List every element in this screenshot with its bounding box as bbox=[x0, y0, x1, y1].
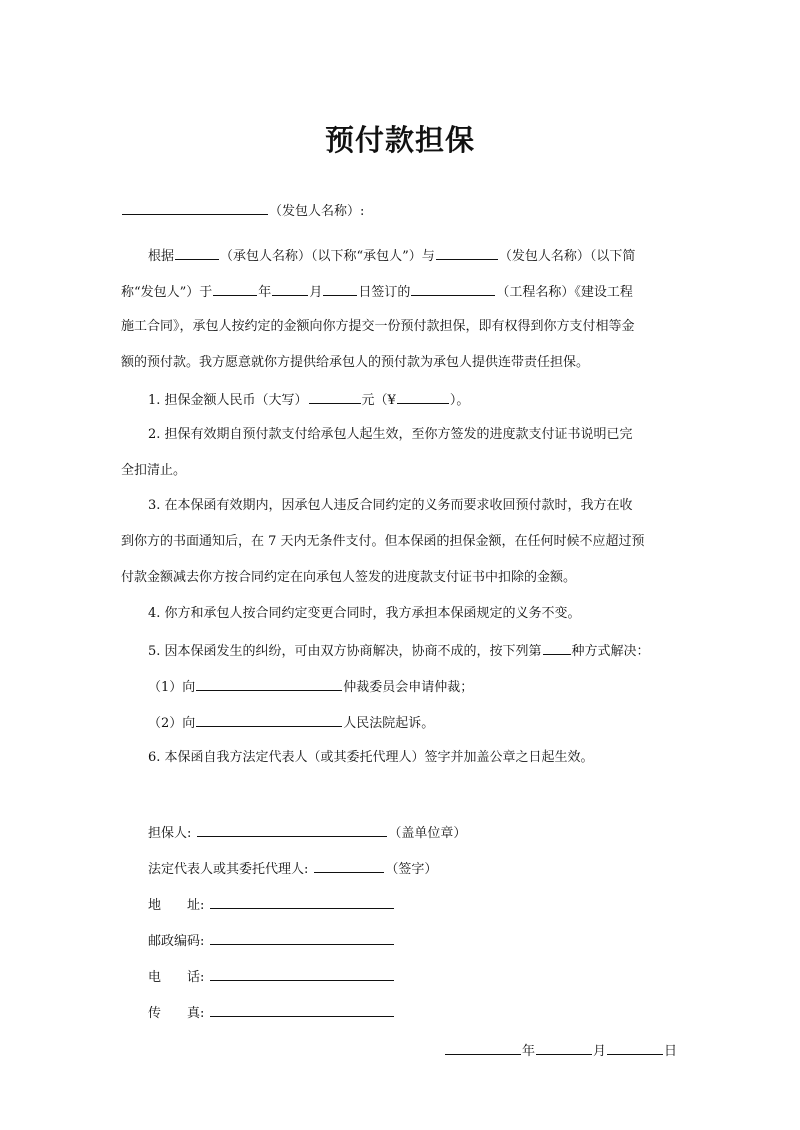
intro-line-2 bbox=[121, 281, 681, 303]
date-month-label: 月 bbox=[593, 1044, 607, 1059]
amount-words-blank[interactable] bbox=[309, 389, 361, 404]
intro-text: （发包人名称）（以下简 bbox=[498, 249, 636, 264]
month-label: 月 bbox=[309, 285, 323, 300]
date-row bbox=[444, 1040, 677, 1062]
dispute-option-blank[interactable] bbox=[543, 640, 571, 655]
guarantor-blank[interactable] bbox=[197, 822, 387, 837]
contractor-name-blank[interactable] bbox=[175, 245, 219, 260]
fax-blank[interactable] bbox=[210, 1002, 394, 1017]
guarantor-label: 担保人: bbox=[148, 826, 192, 841]
item-text: 元（¥ bbox=[361, 393, 396, 408]
court-blank[interactable] bbox=[196, 712, 342, 727]
item-2-line-2: 全扣清止。 bbox=[121, 463, 187, 478]
representative-label: 法定代表人或其委托代理人: bbox=[148, 862, 309, 877]
address-label: 址: bbox=[187, 898, 205, 913]
item-4: 4. 你方和承包人按合同约定变更合同时，我方承担本保函规定的义务不变。 bbox=[148, 606, 581, 621]
fax-label: 传 bbox=[148, 1006, 162, 1021]
item-text: 5. 因本保函发生的纠纷，可由双方协商解决，协商不成的，按下列第 bbox=[148, 644, 542, 659]
date-day-blank[interactable] bbox=[607, 1040, 663, 1055]
arbitration-blank[interactable] bbox=[196, 676, 342, 691]
postcode-row bbox=[148, 930, 395, 952]
date-year-label: 年 bbox=[522, 1044, 536, 1059]
phone-label: 电 bbox=[148, 970, 162, 985]
address-blank[interactable] bbox=[210, 894, 394, 909]
item-text: 种方式解决： bbox=[571, 644, 650, 659]
address-label: 地 bbox=[148, 898, 162, 913]
sign-month-blank[interactable] bbox=[272, 281, 308, 296]
sign-year-blank[interactable] bbox=[213, 281, 257, 296]
intro-line-3: 施工合同》，承包人按约定的金额向你方提交一份预付款担保，即有权得到你方支付相等金 bbox=[121, 319, 635, 334]
year-label: 年 bbox=[258, 285, 272, 300]
item-5-option-2 bbox=[148, 712, 708, 734]
item-text: 1. 担保金额人民币（大写） bbox=[148, 393, 308, 408]
guarantor-row bbox=[148, 822, 466, 844]
intro-text: （工程名称）《建设工程 bbox=[496, 285, 633, 300]
intro-line-4: 额的预付款。我方愿意就你方提供给承包人的预付款为承包人提供连带责任担保。 bbox=[121, 355, 590, 370]
project-name-blank[interactable] bbox=[411, 281, 495, 296]
employer-name-blank-2[interactable] bbox=[436, 245, 498, 260]
intro-text: 根据 bbox=[148, 249, 175, 264]
fax-label: 真: bbox=[187, 1006, 205, 1021]
item-text: ）。 bbox=[449, 393, 470, 408]
item-3-line-3: 付款金额减去你方按合同约定在向承包人签发的进度款支付证书中扣除的金额。 bbox=[121, 570, 577, 585]
employer-name-blank[interactable] bbox=[122, 200, 268, 215]
fax-row bbox=[148, 1002, 395, 1024]
item-3-line-2: 到你方的书面通知后，在 7 天内无条件支付。但本保函的担保金额，在任何时候不应超过预 bbox=[121, 534, 645, 549]
date-day-label: 日 bbox=[664, 1044, 678, 1059]
sign-day-blank[interactable] bbox=[323, 281, 357, 296]
salutation-line bbox=[121, 200, 681, 222]
date-month-blank[interactable] bbox=[536, 1040, 592, 1055]
item-text: 人民法院起诉。 bbox=[343, 716, 435, 731]
intro-line-1 bbox=[148, 245, 708, 267]
item-3-line-1: 3. 在本保函有效期内，因承包人违反合同约定的义务而要求收回预付款时，我方在收 bbox=[148, 498, 633, 513]
signature-note: （签字） bbox=[385, 862, 438, 877]
date-year-blank[interactable] bbox=[445, 1040, 521, 1055]
address-row bbox=[148, 894, 395, 916]
amount-figures-blank[interactable] bbox=[397, 389, 449, 404]
item-5-option-1 bbox=[148, 676, 708, 698]
phone-blank[interactable] bbox=[210, 966, 394, 981]
item-text: （2）向 bbox=[148, 716, 196, 731]
seal-note: （盖单位章） bbox=[388, 826, 467, 841]
salutation-text: （发包人名称）: bbox=[269, 204, 365, 219]
item-text: 仲裁委员会申请仲裁； bbox=[343, 680, 474, 695]
item-1 bbox=[148, 389, 708, 411]
intro-text: （承包人名称）（以下称“承包人”）与 bbox=[220, 249, 435, 264]
representative-blank[interactable] bbox=[314, 858, 384, 873]
representative-row bbox=[148, 858, 437, 880]
phone-label: 话: bbox=[187, 970, 205, 985]
phone-row bbox=[148, 966, 395, 988]
intro-text: 称“发包人”）于 bbox=[121, 285, 213, 300]
document-title: 预付款担保 bbox=[324, 123, 475, 157]
postcode-blank[interactable] bbox=[210, 930, 394, 945]
item-5 bbox=[148, 640, 708, 662]
intro-text: 日签订的 bbox=[358, 285, 411, 300]
postcode-label: 邮政编码: bbox=[148, 934, 205, 949]
item-text: （1）向 bbox=[148, 680, 196, 695]
item-6: 6. 本保函自我方法定代表人（或其委托代理人）签字并加盖公章之日起生效。 bbox=[148, 750, 594, 765]
item-2-line-1: 2. 担保有效期自预付款支付给承包人起生效，至你方签发的进度款支付证书说明已完 bbox=[148, 427, 633, 442]
